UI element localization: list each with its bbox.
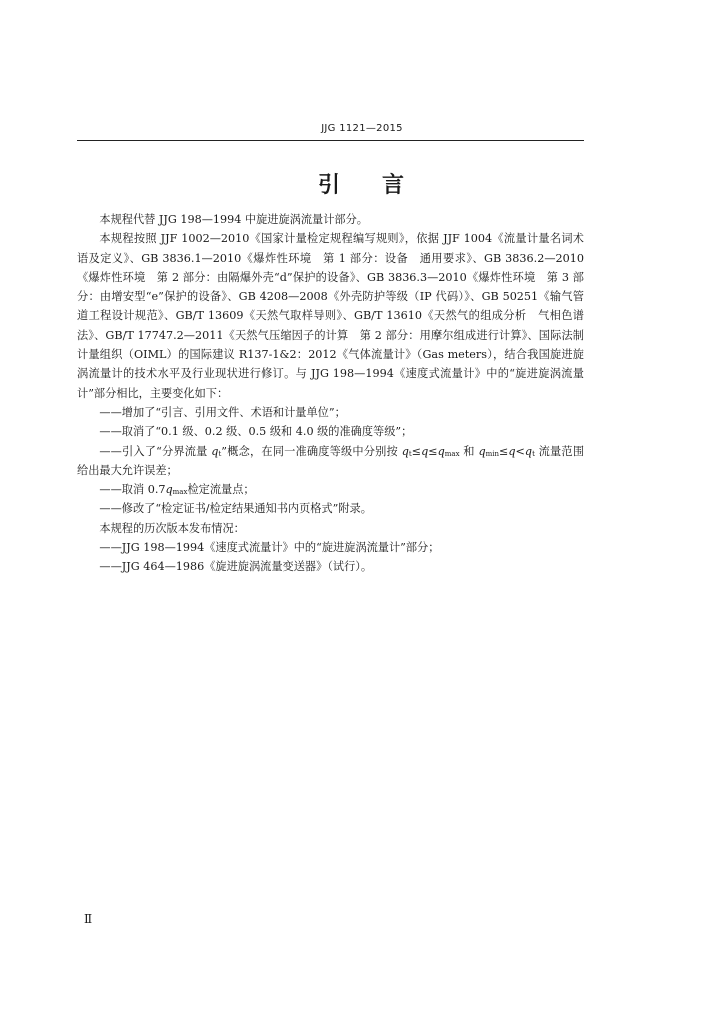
title-char-2: 言 (382, 173, 407, 198)
paragraph-history: 本规程的历次版本发布情况： (99, 521, 245, 535)
history-item-2: ——JJG 464—1986《旋进旋涡流量变送器》（试行）。 (99, 560, 373, 574)
section-title (0, 168, 724, 199)
paragraph-replacement: 本规程代替 JJG 198—1994 中旋进旋涡流量计部分。 (99, 213, 368, 226)
change-item-1: ——增加了“引言、引用文件、术语和计量单位”； (99, 405, 346, 419)
paragraph-basis: 本规程按照 JJF 1002—2010《国家计量检定规程编写规则》，依据 JJF 1004《流量计量名词术语及定义》、GB 3836.1—2010《爆炸性环境 第 1 部分：设备 通用要求》、GB 3836.2—2010《爆炸性环境 第 2 部分：由隔爆外壳“d”保护的设备》、GB 3836.3—2010《爆炸性环境 第 3 部分：由增安型“e”保护的设备》、GB 4208—2008《外壳防护等级（IP 代码）》、GB 50251《输气管道工程设计规范》、GB/T 13609《天然气取样导则》、GB/T 13610《天然气的组成分析 气相色谱法》、GB/T 17747.2—2011《天然气压缩因子的计算 第 2 部分：用摩尔组成进行计算》、国际法制计量组织（OIML）的国际建议 R137-1&2：2012《气体流量计》（Gas meters），结合我国旋进旋涡流量计的技术水平及行业现状进行修订。与 JJG 198—1994《速度式流量计》中的“旋进旋涡流量计”部分相比，主要变化如下： (77, 232, 584, 400)
change-item-5: ——修改了“检定证书/检定结果通知书内页格式”附录。 (99, 502, 372, 516)
page-number: Ⅱ (84, 912, 93, 926)
title-char-1: 引 (317, 173, 342, 198)
standard-code-header: JJG 1121—2015 (321, 123, 403, 134)
header-divider (77, 140, 584, 141)
history-item-1: ——JJG 198—1994《速度式流量计》中的“旋进旋涡流量计”部分； (99, 541, 440, 555)
body-text (77, 210, 584, 577)
change-item-4: ——取消 $0.7q_{max}$检定流量点； (99, 483, 255, 497)
change-item-2: ——取消了“0.1 级、0.2 级、0.5 级和 4.0 级的准确度等级”； (99, 425, 413, 439)
change-item-3: ——引入了“分界流量 $q_t$”概念，在同一准确度等级中分别按 $q_t\le q\le q_{max}$ 和 $q_{min}\le q<q_t$ 流量范围给出最大允许误差； (77, 444, 585, 477)
